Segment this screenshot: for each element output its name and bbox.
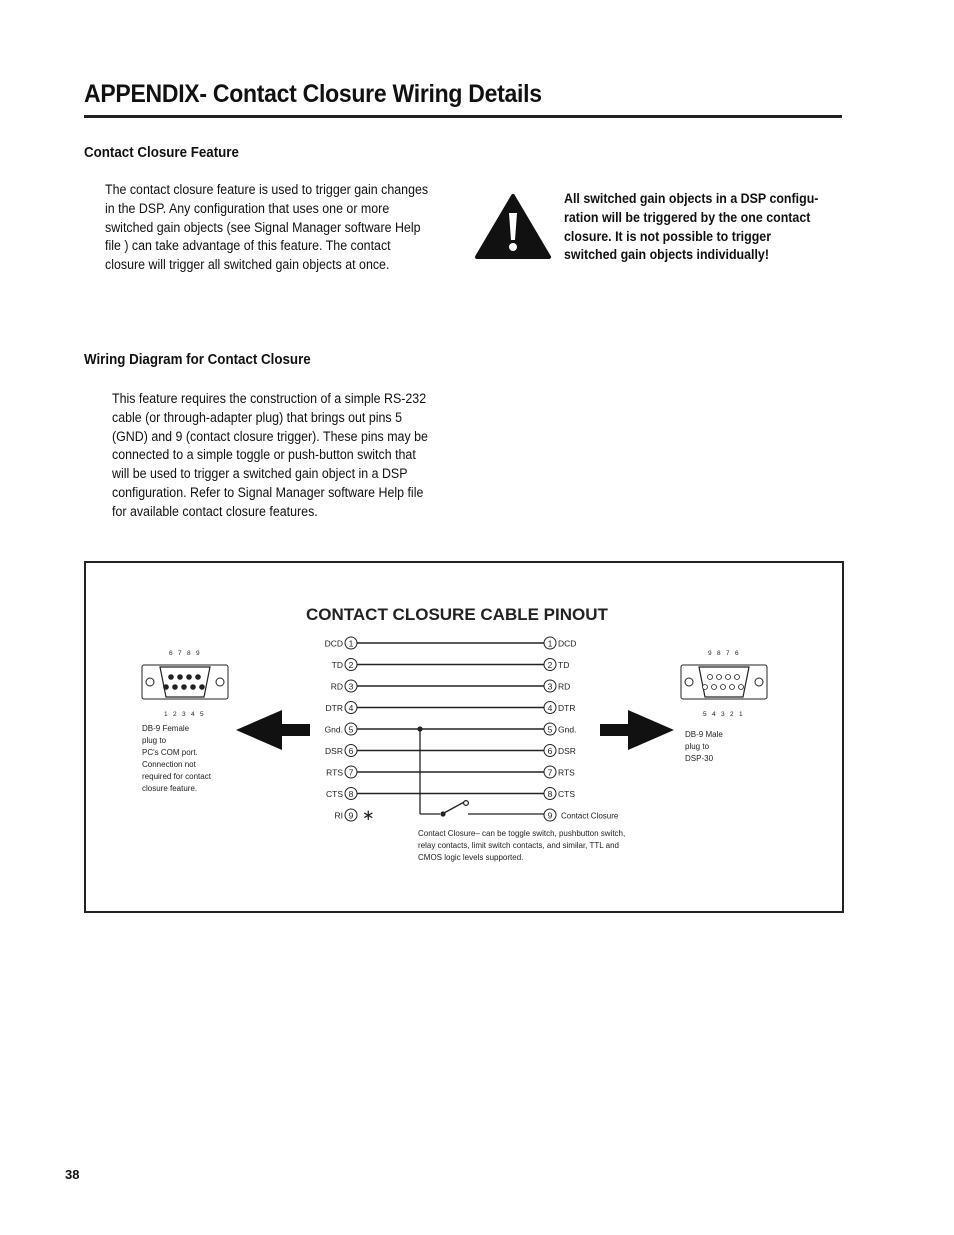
text-line: The contact closure feature is used to trigger gain changes [105, 182, 429, 197]
left-pin-number: 3 [348, 681, 354, 692]
right-signal-label: CTS [558, 789, 575, 799]
mount-hole-icon [146, 678, 154, 686]
pin-row [325, 637, 577, 649]
caption-line: DB-9 Female [142, 724, 190, 733]
note-line: Contact Closure– can be toggle switch, pushbutton switch, [418, 829, 626, 838]
right-pin-number: 4 [547, 702, 553, 713]
pinout-rows [325, 637, 619, 824]
left-pin-number: 5 [348, 724, 354, 735]
pin-label: 4 [191, 711, 195, 718]
right-pin-number: 6 [547, 745, 553, 756]
warning-line: closure. It is not possible to trigger [564, 228, 772, 244]
pin-label: 7 [726, 650, 730, 657]
pin-label: 3 [721, 711, 725, 718]
caption-line: DB-9 Male [685, 730, 723, 739]
mount-hole-icon [685, 678, 693, 686]
pin-label: 4 [712, 711, 716, 718]
caption-line: closure feature. [142, 784, 198, 793]
warning-line: All switched gain objects in a DSP configu- [564, 191, 819, 206]
pin-label: 7 [178, 650, 182, 657]
pin-label: 2 [730, 711, 734, 718]
left-signal-label: Gnd. [324, 724, 343, 735]
right-signal-label: Contact Closure [561, 811, 619, 821]
left-signal-label: RTS [326, 767, 343, 778]
text-line: will be used to trigger a switched gain object in a DSP [112, 466, 408, 482]
right-signal-label: DSR [558, 746, 576, 756]
diagram-title: CONTACT CLOSURE CABLE PINOUT [306, 605, 608, 624]
text-line: for available contact closure features. [112, 503, 318, 519]
contact-closure-pinout-diagram [84, 561, 844, 913]
pin-row [331, 680, 571, 692]
right-signal-label: DCD [558, 638, 577, 649]
right-signal-label: RD [558, 681, 571, 692]
pin-label: 2 [173, 711, 177, 718]
male-connector-caption [685, 730, 723, 763]
right-pin-number: 5 [547, 724, 553, 735]
pin-label: 8 [187, 650, 191, 657]
text-line: connected to a simple toggle or push-button switch that [112, 447, 416, 463]
left-signal-label: DCD [324, 638, 343, 649]
text-line: configuration. Refer to Signal Manager software Help file [112, 484, 424, 500]
left-pin-number: 7 [348, 767, 354, 778]
caption-line: Connection not [142, 760, 196, 769]
female-connector-caption [142, 724, 212, 793]
pin-label: 8 [717, 650, 721, 657]
warning-line: switched gain objects individually! [564, 247, 769, 263]
pin-label: 6 [169, 650, 173, 657]
pin-label: 5 [703, 711, 707, 718]
pin-label: 5 [200, 711, 204, 718]
right-pin-number: 7 [547, 767, 553, 778]
pin-row [325, 745, 576, 757]
db9-male-connector [681, 650, 767, 718]
right-pin-number: 9 [547, 810, 553, 821]
switch-note [418, 829, 625, 862]
right-pin-number: 2 [547, 659, 553, 670]
right-arrow-icon [600, 710, 674, 750]
text-line: closure will trigger all switched gain objects at once. [105, 257, 390, 273]
text-line: (GND) and 9 (contact closure trigger). These pins may be [112, 428, 428, 444]
left-arrow-icon [236, 710, 310, 750]
section-heading-contact-closure-feature: Contact Closure Feature [84, 145, 239, 161]
contact-closure-feature-text [105, 181, 455, 275]
pin-label: 3 [182, 711, 186, 718]
pin-row [326, 702, 576, 714]
warning-line: ration will be triggered by the one contact [564, 209, 811, 225]
left-pin-number: 4 [348, 702, 354, 713]
asterisk-mark: ∗ [362, 807, 375, 824]
note-line: relay contacts, limit switch contacts, and similar, TTL and [418, 841, 619, 850]
pin-label: 9 [196, 650, 200, 657]
left-signal-label: TD [331, 660, 343, 670]
caption-line: plug to [685, 742, 710, 751]
page-title: APPENDIX- Contact Closure Wiring Details [84, 80, 542, 108]
text-line: in the DSP. Any configuration that uses one or more [105, 200, 390, 216]
caption-line: DSP-30 [685, 754, 714, 763]
note-line: CMOS logic levels supported. [418, 853, 524, 862]
left-signal-label: DSR [325, 746, 343, 756]
caption-line: required for contact [142, 772, 211, 781]
right-signal-label: DTR [558, 703, 576, 713]
pin-row [326, 788, 575, 800]
wiring-diagram-text [112, 390, 462, 522]
pin-row [332, 659, 570, 671]
right-signal-label: TD [558, 660, 570, 670]
pin-label: 1 [739, 711, 743, 718]
left-signal-label: RD [330, 681, 343, 692]
left-pin-number: 2 [348, 659, 354, 670]
caption-line: PC's COM port. [142, 748, 198, 757]
mount-hole-icon [755, 678, 763, 686]
db9-female-connector [142, 650, 228, 718]
pin-label: 9 [708, 650, 712, 657]
page-number: 38 [65, 1167, 80, 1182]
right-pin-number: 3 [547, 681, 553, 692]
text-line: This feature requires the construction of a simple RS-232 [112, 391, 427, 406]
right-pin-number: 1 [547, 638, 553, 649]
left-pin-number: 1 [348, 638, 354, 649]
right-signal-label: Gnd. [558, 724, 577, 735]
right-signal-label: RTS [558, 767, 575, 778]
left-signal-label: CTS [326, 789, 343, 799]
right-pin-number: 8 [547, 788, 553, 799]
pin-row [326, 766, 575, 778]
pin-row [335, 807, 619, 824]
text-line: switched gain objects (see Signal Manager software Help [105, 219, 421, 235]
text-line: cable (or through-adapter plug) that brings out pins 5 [112, 409, 402, 425]
pin-label: 1 [164, 711, 168, 718]
pin-row [325, 723, 577, 735]
warning-text [564, 190, 840, 265]
left-pin-number: 6 [348, 745, 354, 756]
left-signal-label: RI [334, 810, 343, 821]
caption-line: plug to [142, 736, 167, 745]
section-heading-wiring-diagram: Wiring Diagram for Contact Closure [84, 352, 311, 368]
left-pin-number: 8 [348, 788, 354, 799]
pin-label: 6 [735, 650, 739, 657]
warning-triangle-icon [474, 192, 552, 260]
mount-hole-icon [216, 678, 224, 686]
title-rule [84, 115, 842, 118]
text-line: file ) can take advantage of this feature. The contact [105, 238, 391, 254]
left-pin-number: 9 [348, 810, 354, 821]
left-signal-label: DTR [325, 703, 343, 713]
